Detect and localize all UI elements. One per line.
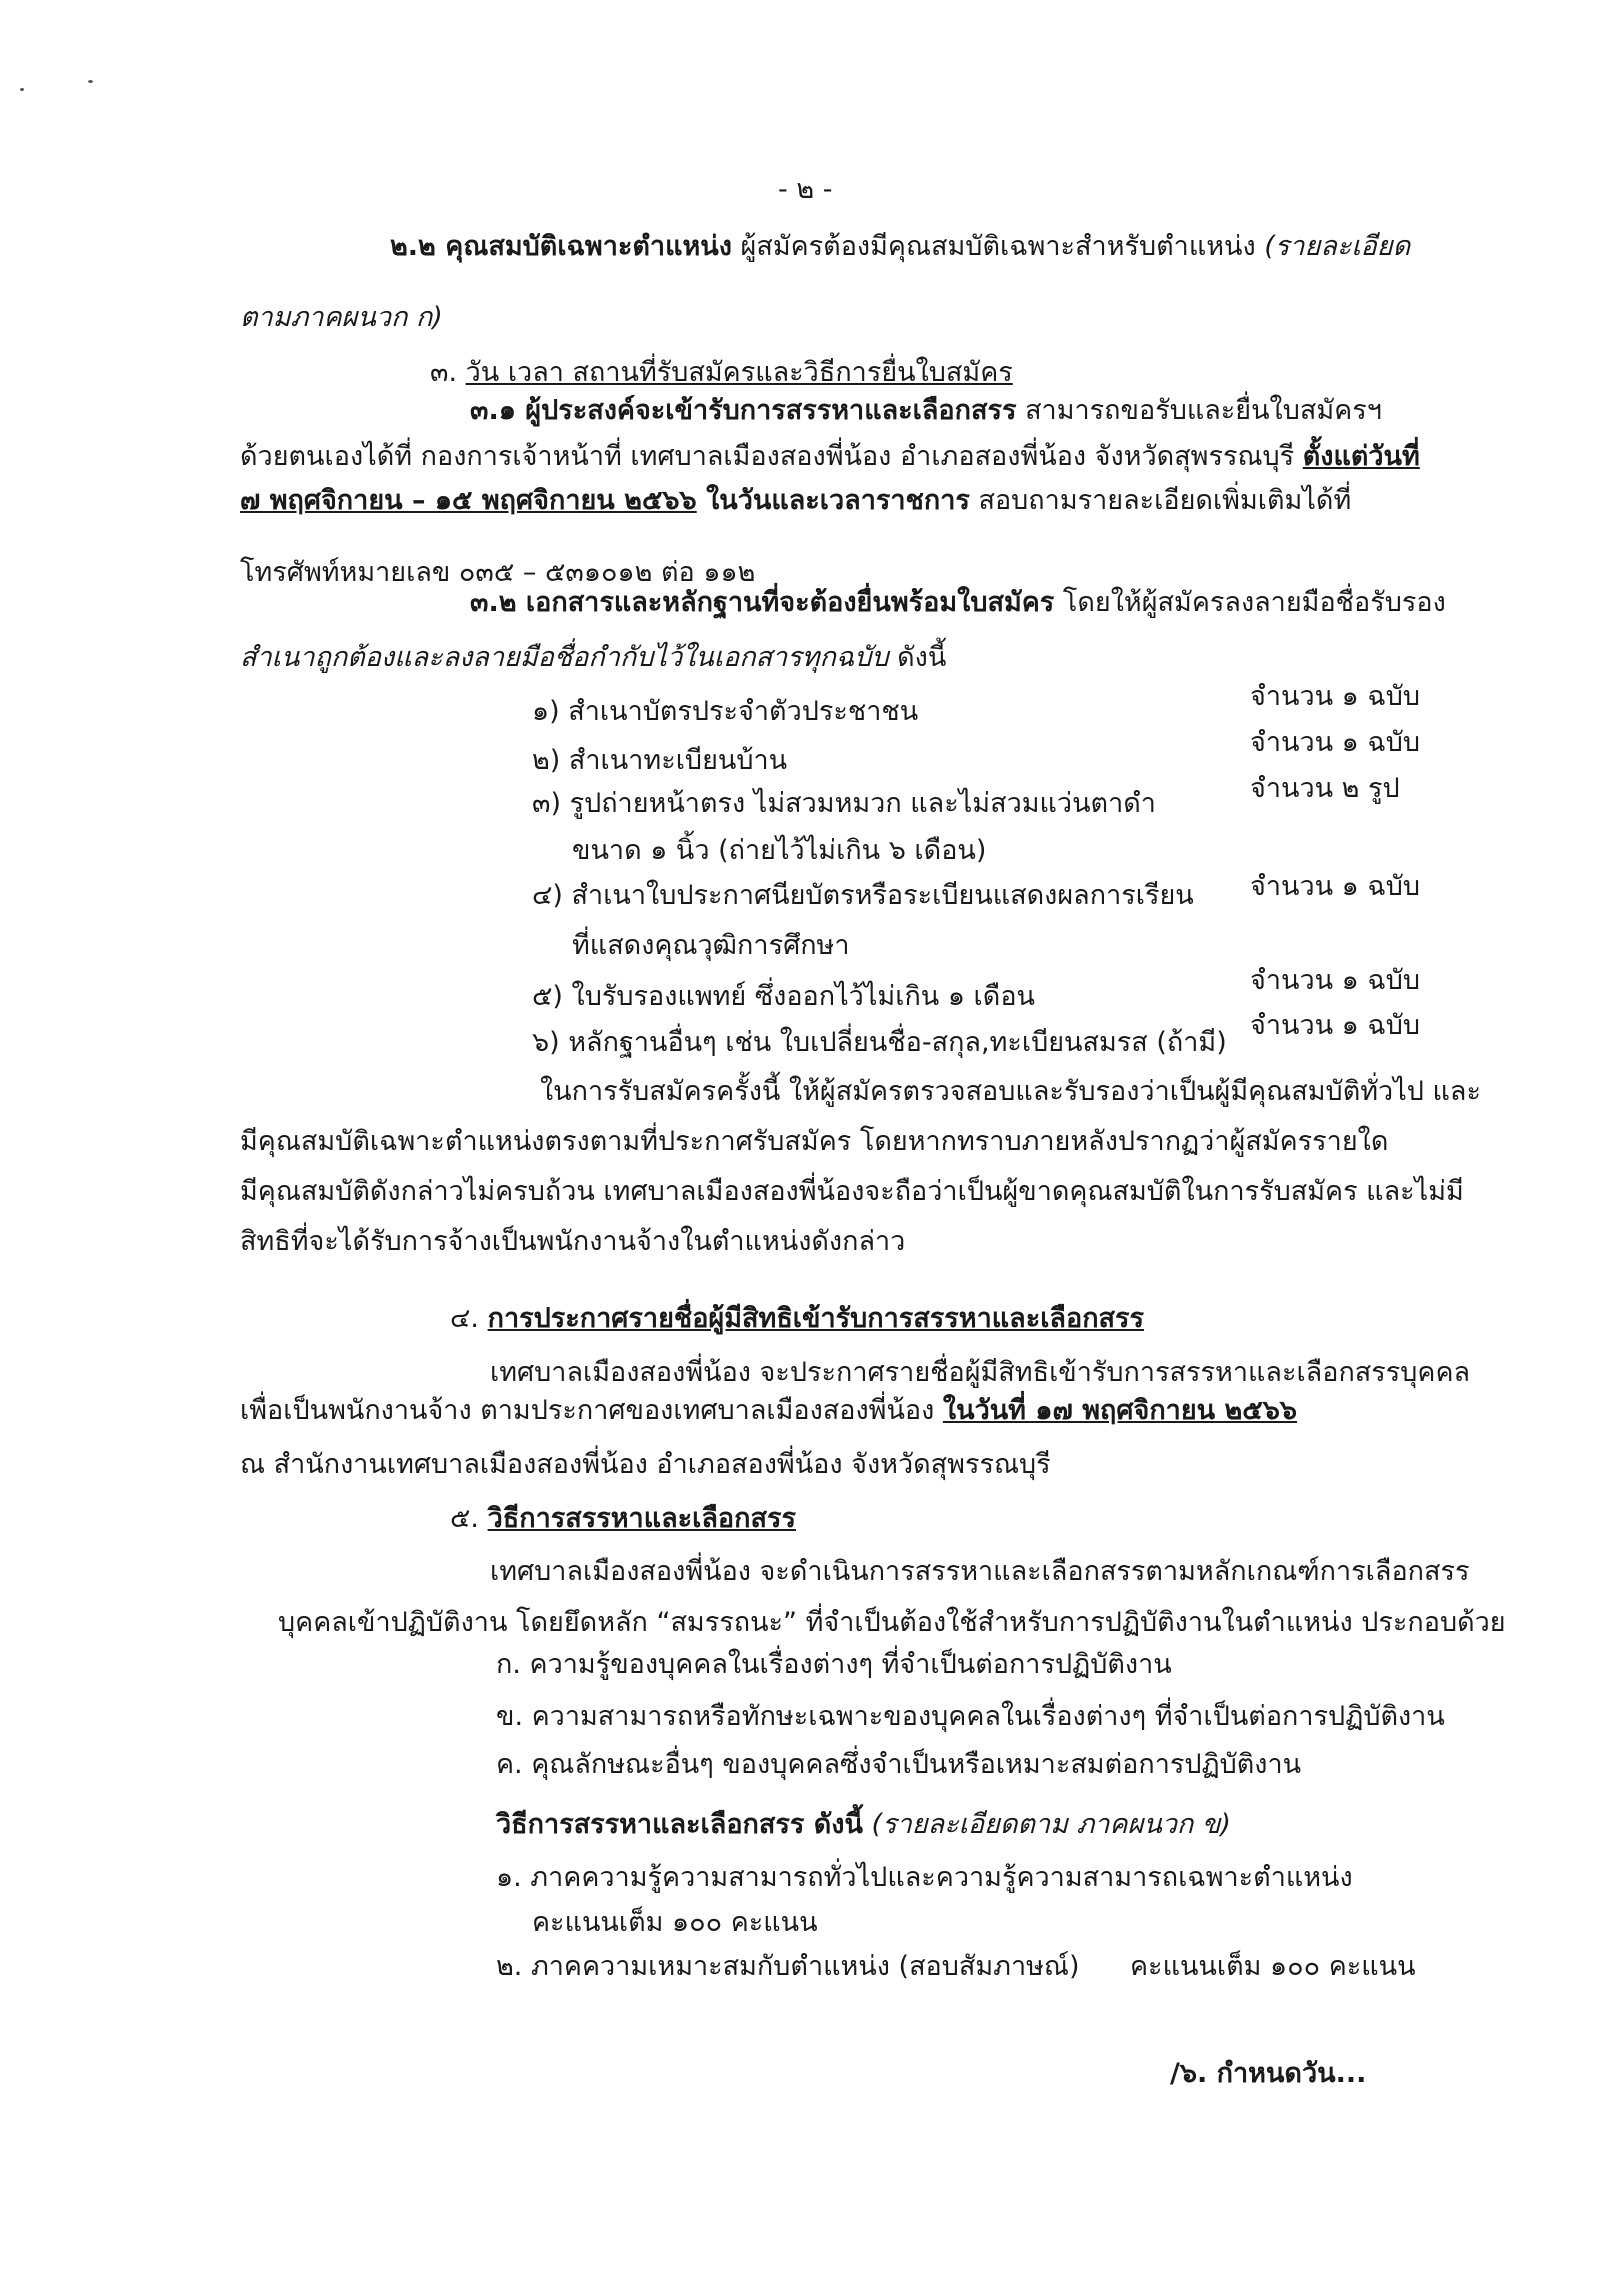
doc-qty: จำนวน ๑ ฉบับ xyxy=(1250,681,1421,712)
section-2-2-heading: ๒.๒ คุณสมบัติเฉพาะตำแหน่ง xyxy=(390,231,732,262)
section-3-2-text: โดยให้ผู้สมัครลงลายมือชื่อรับรอง xyxy=(1054,587,1446,618)
section-4-line1: เทศบาลเมืองสองพี่น้อง จะประกาศรายชื่อผู้มีสิทธิเข้ารับการสรรหาและเลือกสรรบุคคล xyxy=(490,1357,1471,1388)
section-3-1-text: สามารถขอรับและยื่นใบสมัครฯ xyxy=(1016,395,1382,426)
doc-qty: จำนวน ๑ ฉบับ xyxy=(1250,1010,1421,1041)
section-3-2-line1 xyxy=(470,586,1446,620)
section-2-2-italic-cont: ตามภาคผนวก ก) xyxy=(240,302,443,333)
method-item-2: ๒. ภาคความเหมาะสมกับตำแหน่ง (สอบสัมภาษณ์) xyxy=(496,1951,1080,1982)
doc-item-cont: ที่แสดงคุณวุฒิการศึกษา xyxy=(572,930,850,961)
method-item-1-score: คะแนนเต็ม ๑๐๐ คะแนน xyxy=(532,1907,818,1938)
section-3-1-line1 xyxy=(470,394,1382,428)
paragraph-line: มีคุณสมบัติเฉพาะตำแหน่งตรงตามที่ประกาศรับสมัคร โดยหากทราบภายหลังปรากฏว่าผู้สมัครรายใด xyxy=(240,1126,1389,1157)
method-heading: วิธีการสรรหาและเลือกสรร ดังนี้ xyxy=(496,1809,863,1840)
method-item-1: ๑. ภาคความรู้ความสามารถทั่วไปและความรู้ความสามารถเฉพาะตำแหน่ง xyxy=(496,1862,1353,1893)
doc-item: ๒) สำเนาทะเบียนบ้าน xyxy=(532,745,788,776)
doc-item-cont: ขนาด ๑ นิ้ว (ถ่ายไว้ไม่เกิน ๖ เดือน) xyxy=(572,835,987,866)
section-3-title: วัน เวลา สถานที่รับสมัครและวิธีการยื่นใบสมัคร xyxy=(465,357,1013,388)
section-4-text: เพื่อเป็นพนักงานจ้าง ตามประกาศของเทศบาลเมืองสองพี่น้อง xyxy=(240,1395,943,1426)
section-2-2-text: ผู้สมัครต้องมีคุณสมบัติเฉพาะสำหรับตำแหน่ง xyxy=(731,231,1265,262)
page-number: - ๒ - xyxy=(778,174,833,205)
section-3-1-date-range: ๗ พฤศจิกายน – ๑๕ พฤศจิกายน ๒๕๖๖ xyxy=(240,485,697,516)
doc-item: ๖) หลักฐานอื่นๆ เช่น ใบเปลี่ยนชื่อ-สกุล,ทะเบียนสมรส (ถ้ามี) xyxy=(532,1027,1227,1058)
doc-qty: จำนวน ๑ ฉบับ xyxy=(1250,871,1421,902)
section-3-2-tail: ดังนี้ xyxy=(888,642,947,673)
doc-item: ๓) รูปถ่ายหน้าตรง ไม่สวมหมวก และไม่สวมแว่นตาดำ xyxy=(532,788,1156,819)
criteria-item: ค. คุณลักษณะอื่นๆ ของบุคคลซึ่งจำเป็นหรือเหมาะสมต่อการปฏิบัติงาน xyxy=(496,1749,1302,1780)
criteria-item: ข. ความสามารถหรือทักษะเฉพาะของบุคคลในเรื่องต่างๆ ที่จำเป็นต่อการปฏิบัติงาน xyxy=(496,1701,1445,1732)
method-annex: (รายละเอียดตาม ภาคผนวก ข) xyxy=(862,1809,1231,1840)
section-4-line3: ณ สำนักงานเทศบาลเมืองสองพี่น้อง อำเภอสองพี่น้อง จังหวัดสุพรรณบุรี xyxy=(240,1449,1051,1480)
section-5-number: ๕. xyxy=(450,1503,488,1534)
section-4-line2 xyxy=(240,1394,1297,1428)
section-3-1-heading: ๓.๑ ผู้ประสงค์จะเข้ารับการสรรหาและเลือกสรร xyxy=(470,395,1017,426)
section-3-2-italic: สำเนาถูกต้องและลงลายมือชื่อกำกับไว้ในเอกสารทุกฉบับ xyxy=(240,642,889,673)
section-5-line1: เทศบาลเมืองสองพี่น้อง จะดำเนินการสรรหาและเลือกสรรตามหลักเกณฑ์การเลือกสรร xyxy=(490,1556,1470,1587)
section-3-1-line3 xyxy=(240,484,1351,518)
section-5-title: วิธีการสรรหาและเลือกสรร xyxy=(487,1503,796,1534)
doc-qty: จำนวน ๑ ฉบับ xyxy=(1250,965,1421,996)
section-4-heading xyxy=(450,1302,1144,1336)
section-3-1-date-start: ตั้งแต่วันที่ xyxy=(1302,441,1420,472)
section-3-heading xyxy=(430,356,1013,390)
doc-qty: จำนวน ๒ รูป xyxy=(1250,773,1400,804)
section-4-title: การประกาศรายชื่อผู้มีสิทธิเข้ารับการสรรหาและเลือกสรร xyxy=(487,1303,1145,1334)
section-3-1-line2 xyxy=(240,440,1420,474)
section-3-number: ๓. xyxy=(430,357,466,388)
doc-item: ๕) ใบรับรองแพทย์ ซึ่งออกไว้ไม่เกิน ๑ เดือน xyxy=(532,981,1035,1012)
section-3-2-heading: ๓.๒ เอกสารและหลักฐานที่จะต้องยื่นพร้อมใบสมัคร xyxy=(470,587,1055,618)
method-heading-line xyxy=(496,1808,1231,1842)
method-item-2-score: คะแนนเต็ม ๑๐๐ คะแนน xyxy=(1130,1951,1416,1982)
section-3-1-official-hours: ในวันและเวลาราชการ xyxy=(696,485,970,516)
section-2-2-italic: (รายละเอียด xyxy=(1264,231,1411,262)
section-4-date: ในวันที่ ๑๗ พฤศจิกายน ๒๕๖๖ xyxy=(942,1395,1298,1426)
section-3-2-line2 xyxy=(240,641,946,675)
paragraph-line: สิทธิที่จะได้รับการจ้างเป็นพนักงานจ้างในตำแหน่งดังกล่าว xyxy=(240,1226,906,1257)
doc-item: ๑) สำเนาบัตรประจำตัวประชาชน xyxy=(532,696,919,727)
doc-item: ๔) สำเนาใบประกาศนียบัตรหรือระเบียนแสดงผลการเรียน xyxy=(532,880,1194,911)
paragraph-line: มีคุณสมบัติดังกล่าวไม่ครบถ้วน เทศบาลเมืองสองพี่น้องจะถือว่าเป็นผู้ขาดคุณสมบัติในการรับสมัคร และไม่มี xyxy=(240,1176,1464,1207)
section-5-line2: บุคคลเข้าปฏิบัติงาน โดยยึดหลัก “สมรรถนะ” ที่จำเป็นต้องใช้สำหรับการปฏิบัติงานในตำแหน่ง ประกอบด้วย xyxy=(278,1607,1506,1638)
section-2-2-line xyxy=(390,230,1410,264)
section-3-1-phone: โทรศัพท์หมายเลข ๐๓๕ – ๕๓๑๐๑๒ ต่อ ๑๑๒ xyxy=(240,557,756,588)
doc-qty: จำนวน ๑ ฉบับ xyxy=(1250,727,1421,758)
section-4-number: ๔. xyxy=(450,1303,488,1334)
section-5-heading xyxy=(450,1502,796,1536)
paragraph-line: ในการรับสมัครครั้งนี้ ให้ผู้สมัครตรวจสอบและรับรองว่าเป็นผู้มีคุณสมบัติทั่วไป และ xyxy=(540,1076,1481,1107)
section-3-1-location: ด้วยตนเองได้ที่ กองการเจ้าหน้าที่ เทศบาลเมืองสองพี่น้อง อำเภอสองพี่น้อง จังหวัดสุพรรณบุรี xyxy=(240,441,1303,472)
continued-note: /๖. กำหนดวัน... xyxy=(1170,2058,1367,2089)
section-3-1-inquiry: สอบถามรายละเอียดเพิ่มเติมได้ที่ xyxy=(969,485,1352,516)
criteria-item: ก. ความรู้ของบุคคลในเรื่องต่างๆ ที่จำเป็นต่อการปฏิบัติงาน xyxy=(496,1649,1172,1680)
scan-speck xyxy=(88,80,93,83)
scan-speck xyxy=(20,88,24,91)
